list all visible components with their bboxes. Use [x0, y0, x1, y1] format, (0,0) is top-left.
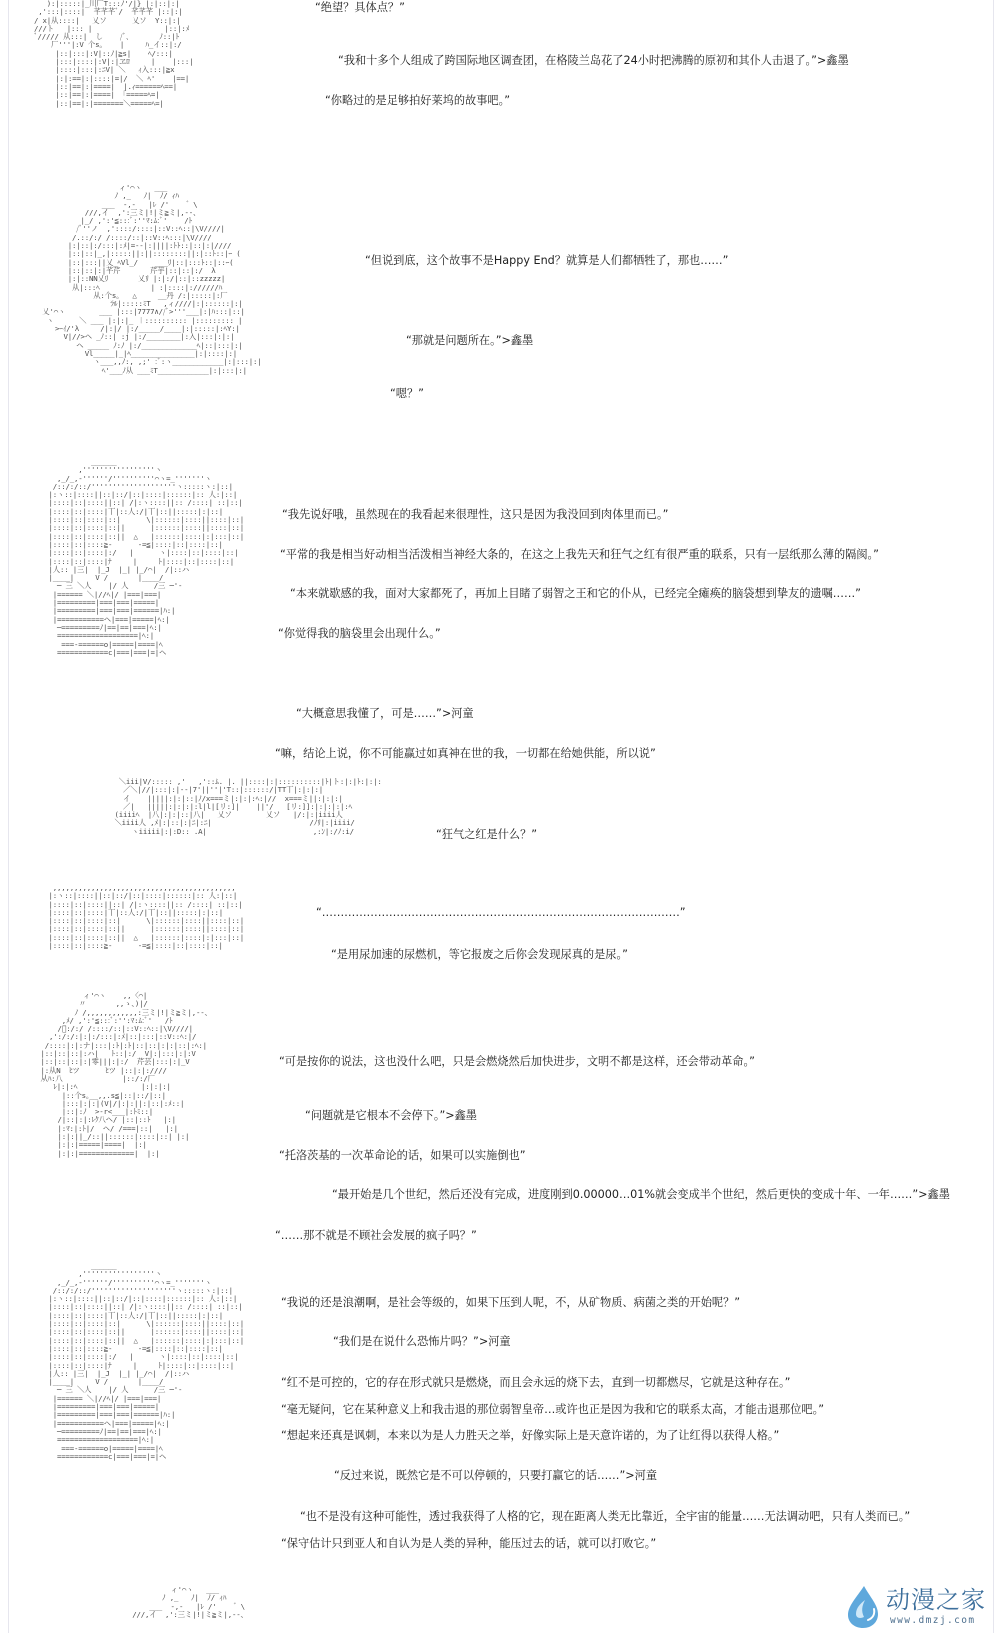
- dialogue-line: “问题就是它根本不会停下。”>鑫墨: [305, 1109, 477, 1122]
- dialogue-line: “毫无疑问，它在某种意义上和我击退的那位弱智皇帝…或许也正是因为我和它的联系太高，才能击退那位吧。”: [281, 1403, 824, 1416]
- dialogue-line: “那就是问题所在。”>鑫墨: [406, 334, 534, 347]
- dialogue-line: “嗯？”: [390, 387, 424, 400]
- ascii-art-figure-6: ィ'⌒ヽ ,,〈⌒| 〃 ,,ゝ、)|/ ﾉ /,,,,,,,,,,,,:三ミ|!|ミ≧ミ|,--、 ,ﾒ/ ,':'≦:::ﾞ:'':ﾏ:ﾑ:ﾞ' /ﾄ /ﾞ:/:/ /::::/::|::V::ﾍ::|\V////| ,':/:/:|:|:/:::|:ﾒ|::|:::|::V::ﾍ:|/ /::::|:|:ナ|:::|:ﾄ|:ﾄ|::|::|:|:|::|:ﾍ:| |::|::|::|:ハ| ﾄ::|:/ V|:|:::|:|:V |::|::|::|:|零|||:|:/ 芹芸|:::|:|_V |:从N ﾋツ ﾋツ |::|:|://// 从ﾊ:八 |::/:/厂 ﾚ|:|:ﾍ |:|:|:| |::个s｡__,,.s≦|::|::/|::| |:::|:|:|(V|/|:|:||:|::|:ﾒ::| |::|:ﾉ >-r<___|:ﾄﾐ::| /|::|:|:ﾚｸ八ヘ/ |::|::ﾄ |:| |:ﾏ:|:ﾄ|/ ヘ/ /===|::| |:| |:|:||_/::||::::::|::::|::| |:| |:|:|=====|====| |:| |:|:|=============| |:|: [40, 991, 212, 1158]
- ascii-art-figure-7: ______ ,'''''''''''''''''ヽ ,_/_,-''''''/''''''''''⌒ヽ=_'''''''ヽ /::/:/::/''''''''''''''''''''ヽ:::::ヽ:|::| |:ヽ::|::::||::|::/|::|::::|::::::|:: 人:|::| |::::|::|::::||::| /|:ヽ::::||:: /::::| ::|::| |::::|::|::::|丅|::人:/|丅|::||:::::|:|::| |::::|::|::::|::| \|::::::|::::||::::|::| |::::|::|::::|::|| |::::::|::::||::::|::| |::::|::|::::|::|| △ |::::::|::::|:|:::|::| |::::|::|::::≧- -=≦|::::|::|::::|::| |::::|::|::::|:/ | ヽ|::::|::|::::|::| |::::|::|::::|ﾅ | ﾄ|::::|::|::::|::| |人:: |三| |_J |_| |_/⌒| /|::ハ |____| V / |____/ ─ 三 ＼人 |/ 人 /三 ─'‐ |====== ＼|//ﾍ|/ |===|===| |=========|===|===|=====| |=========|===|===|======|ﾊ:| |===========ヘ|===|=====|ﾍ:| ─=========ﾉ|==|==|===|ﾍ:| ===================|ﾍ:| ===‐======o|=====|====|ﾍ ============c|===|===|=|ヘ: [48, 1261, 244, 1461]
- ascii-art-figure-5: ,,,,,,,,,,,,,,,,,,,,,,,,,,,,,,,,,,,,,,,,,,, |:ヽ::|::::||::|::/|::|::::|::::::|:: 人:|::| |::::|::|::::||::| /|:ヽ::::||:: /::::| ::|::| |::::|::|::::|丅|::人:/|丅|::||:::::|:|::| |::::|::|::::|::| \|::::::|::::||::::|::| |::::|::|::::|::|| |::::::|::::||::::|::| |::::|::|::::|::|| △ |::::::|::::|:|:::|::| |::::|::|::::≧- -=≦|::::|::|::::|::|: [48, 883, 244, 951]
- dialogue-line: “是用尿加速的尿燃机，等它报废之后你会发现尿真的是尿。”: [331, 948, 628, 961]
- dialogue-line: “嘛，结论上说，你不可能赢过如真神在世的我，一切都在给她供能，所以说”: [275, 747, 656, 760]
- dialogue-line: “最开始是几个世纪，然后还没有完成，进度刚到0.00000…01%就会变成半个世纪，然后更快的变成十年、一年……”>鑫墨: [332, 1188, 950, 1201]
- dialogue-line: “你略过的是足够拍好莱坞的故事吧。”: [325, 94, 510, 107]
- dialogue-line: “……那不就是不顾社会发展的疯子吗？”: [275, 1229, 477, 1242]
- ascii-art-figure-3: ______ ,'''''''''''''''''ヽ ,_/_,-''''''/''''''''''⌒ヽ=_'''''''ヽ /::/:/::/''''''''''''''''''''ヽ:::::ヽ:|::| |:ヽ::|::::||::|::/|::|::::|::::::|:: 人:|::| |::::|::|::::||::| /|:ヽ::::||:: /::::| ::|::| |::::|::|::::|丅|::人:/|丅|::||:::::|:|::| |::::|::|::::|::| \|::::::|::::||::::|::| |::::|::|::::|::|| |::::::|::::||::::|::| |::::|::|::::|::|| △ |::::::|::::|:|:::|::| |::::|::|::::≧- -=≦|::::|::|::::|::| |::::|::|::::|:/ | ヽ|::::|::|::::|::| |::::|::|::::|ﾅ | ﾄ|::::|::|::::|::| |人:: |三| |_J |_| |_/⌒| /|::ハ |____| V / |____/ ─ 三 ＼人 |/ 人 /三 ─'‐ |====== ＼|//ﾍ|/ |===|===| |=========|===|===|=====| |=========|===|===|======|ﾊ:| |===========ヘ|===|=====|ﾍ:| ─=========ﾉ|==|==|===|ﾍ:| ===================|ﾍ:| ===‐======o|=====|====|ﾍ ============c|===|===|=|ヘ: [48, 457, 244, 657]
- dialogue-line: “你觉得我的脑袋里会出现什么。”: [278, 627, 441, 640]
- dialogue-line: “我先说好哦，虽然现在的我看起来很理性，这只是因为我没回到肉体里而已。”: [282, 508, 669, 521]
- dialogue-line: “我们是在说什么恐怖片吗？”>河童: [333, 1335, 511, 1348]
- dialogue-line: “但说到底，这个故事不是Happy End？就算是人们都牺牲了，那也……”: [365, 254, 729, 267]
- dialogue-line: “可是按你的说法，这也没什么吧，只是会燃烧然后加快进步，文明不都是这样，还会带动革命。”: [279, 1055, 755, 1068]
- watermark-site-name: 动漫之家: [886, 1586, 986, 1614]
- ascii-art-figure-4: ＼iii|V/::::: ,' ,'::ﾑ. |. ||::::|:|::::::::::|ﾄ|ト:|:|ﾄ:|:|: ／＼|//|:::|:|--|7'||''|'T::|::::::/|TT丅|:|:|:| イ |||||:|:|::|ﾉ/x===ミ|:|:|:ﾍ:|// x===ミ||:|:|:| ／| |||||:|:|:|:l|l|[リ:]| ||'/ [リ:]]:|:|:|:|:ﾍ (iiiiﾍ |八|:|:|::|八| 乂ソ 乂ソ |/:|:|iiii人 ＼iiii人 ,ﾒ|:|::|:|ﾆ|:ﾆ| /ﾉﾘ|:|iiii/ ヽiiiii|:|:D:: .A| ,:ﾝ|:/ﾉ:i/: [114, 777, 382, 836]
- dialogue-line: “保守估计只到亚人和自认为是人类的异种，能压过去的话，就可以打败它。”: [281, 1537, 657, 1550]
- dialogue-line: “大概意思我懂了，可是……”>河童: [296, 707, 474, 720]
- dialogue-line: “想起来还真是讽刺，本来以为是人力胜天之举，好像实际上是天意许诺的，为了让红得以获得人格。”: [281, 1429, 780, 1442]
- water-drop-logo-icon: [842, 1584, 884, 1630]
- dialogue-line: “本来就歇感的我，面对大家都死了，再加上目睹了弱智之王和它的仆从，已经完全瘫痪的脑袋想到挚友的遗嘱……”: [290, 587, 861, 600]
- site-watermark: [842, 1584, 992, 1630]
- dialogue-line: “我说的还是浪潮啊，是社会等级的，如果下压到人呢，不，从矿物质、病菌之类的开始呢？”: [281, 1296, 741, 1309]
- watermark-url: www.dmzj.com: [890, 1615, 976, 1626]
- dialogue-line: “平常的我是相当好动相当活泼相当神经大条的，在这之上我先天和狂气之红有很严重的联系，只有一层纸那么薄的隔阂。”: [280, 548, 879, 561]
- ascii-art-figure-2: ィ'⌒ヽ ___ ﾉ ,_ ﾉ| ﾉ/ ｨﾊ ___ ‐,‐ |ﾚ /' ゛\ ///,イ ,':三ミ|!|ミ≧ミ|,--、 |_/ ,':'≦:::ﾞ:''ﾏ:ﾑ:ﾞ' /ﾄ /ﾞ''ノ ,'::::/::::|::V::ﾍ::|\V////| /.::/:/ /::::/::|::V::ﾍ:::|\V//// |:|::|:/:::|:ﾒ|=--|:||||:ﾄﾄ::|::|:|//// |::|::|_,|:::::||:||::::::::||:|::ﾄ::|ｰ ( |::|:::||乂_ﾍVl_/ ___ﾘ|::|:::ﾄ::|::ｰ( |::|::|:|芊芹 芹芋|::|::|:/ λ |:|::NN乂ﾘ 乂ﾘ |:|:/|::|::zzzzz| 从|:::ﾍ | :|::::|://////ﾊ 从:个s｡ △ __丹 /:|:::::|:厂 ﾗﾙ|:::::ﾐT ,ィ////|:|::::::|:| 乂'⌒ヽ ___ |:::|7777∧//ﾞ>'''___|:|ﾊ:::|::| ヽ ＼ ___ |:|:|_ ︱:::::::::: |::::::::: | >ｰｲ/'λ /|:|/ |:/_____/____|:|:::::|:ﾍY:| V|//>ヘ _ﾉ::| :j |:/________|:入|:::|:|:| ヘ _____ ﾉ:ﾉ |:/_____________ﾍ|::|:::|:| Vl_____|_|ﾍ_______________|:|::::|:| ヽ___,,ﾉ:, ,;' :ﾞ:ヽ____________|:|:::|:| ﾍ'___ﾉ从 ___ﾐT____________|:|:::|:|: [42, 183, 262, 375]
- ascii-art-figure-1: ):|:::::|_川厂T:::ﾉ'/|} |:|::|:| ,':::|::::| 芊芊芊ﾞ/ 芊芊芊 |::|:| / x|从::::| 乂ソ 乂ソ Y::|:| ///ト |::: | |::|:ﾒ ﾞ///// 从:::| し /ﾞ､ ﾉ::|ﾄ 厂'''|:V 个s｡ | ﾊ_イ::|:/ |::|:::|:V|::ﾉ|≧s| ﾍ/:::| |:::|::::|:V|:|ヱﾛ | |:::| |::::|:::|:ﾆV| ＼ ｨ入:::|≧x |:|:==|:|::::|=|/ ＼ ﾍ' |==| |::|==|:|====| |.ｨ======ﾍ==| |::|==|:|====| 「=====ﾍ=| |::|==|:|=======＼=====ﾍ=|: [34, 0, 194, 108]
- dialogue-line: “……………………………………………………………………………………”: [316, 906, 686, 919]
- dialogue-line: “也不是没有这种可能性，透过我获得了人格的它，现在距离人类无比靠近，全宇宙的能量……无法调动吧，只有人类而已。”: [300, 1510, 911, 1523]
- dialogue-line: “绝望？具体点？”: [315, 1, 405, 14]
- dialogue-line: “狂气之红是什么？”: [436, 828, 538, 841]
- dialogue-line: “反过来说，既然它是不可以停顿的，只要打赢它的话……”>河童: [334, 1469, 658, 1482]
- dialogue-line: “红不是可控的，它的存在形式就只是燃烧，而且会永远的烧下去，直到一切都燃尽，它就是这种存在。”: [281, 1376, 791, 1389]
- dialogue-line: “托洛茨基的一次革命论的话，如果可以实施倒也”: [279, 1149, 526, 1162]
- ascii-art-figure-8: ィ'⌒ヽ ___ ﾉ ,_ ﾉ| ﾉ/ ｨﾊ ___ ‐,‐ |ﾚ /' ゛\ ///,イ ,':三ミ|!|ミ≧ミ|,--、: [132, 1585, 248, 1619]
- dialogue-line: “我和十多个人组成了跨国际地区调查团，在格陵兰岛花了24小时把沸腾的原初和其仆人击退了。”>鑫墨: [338, 54, 849, 67]
